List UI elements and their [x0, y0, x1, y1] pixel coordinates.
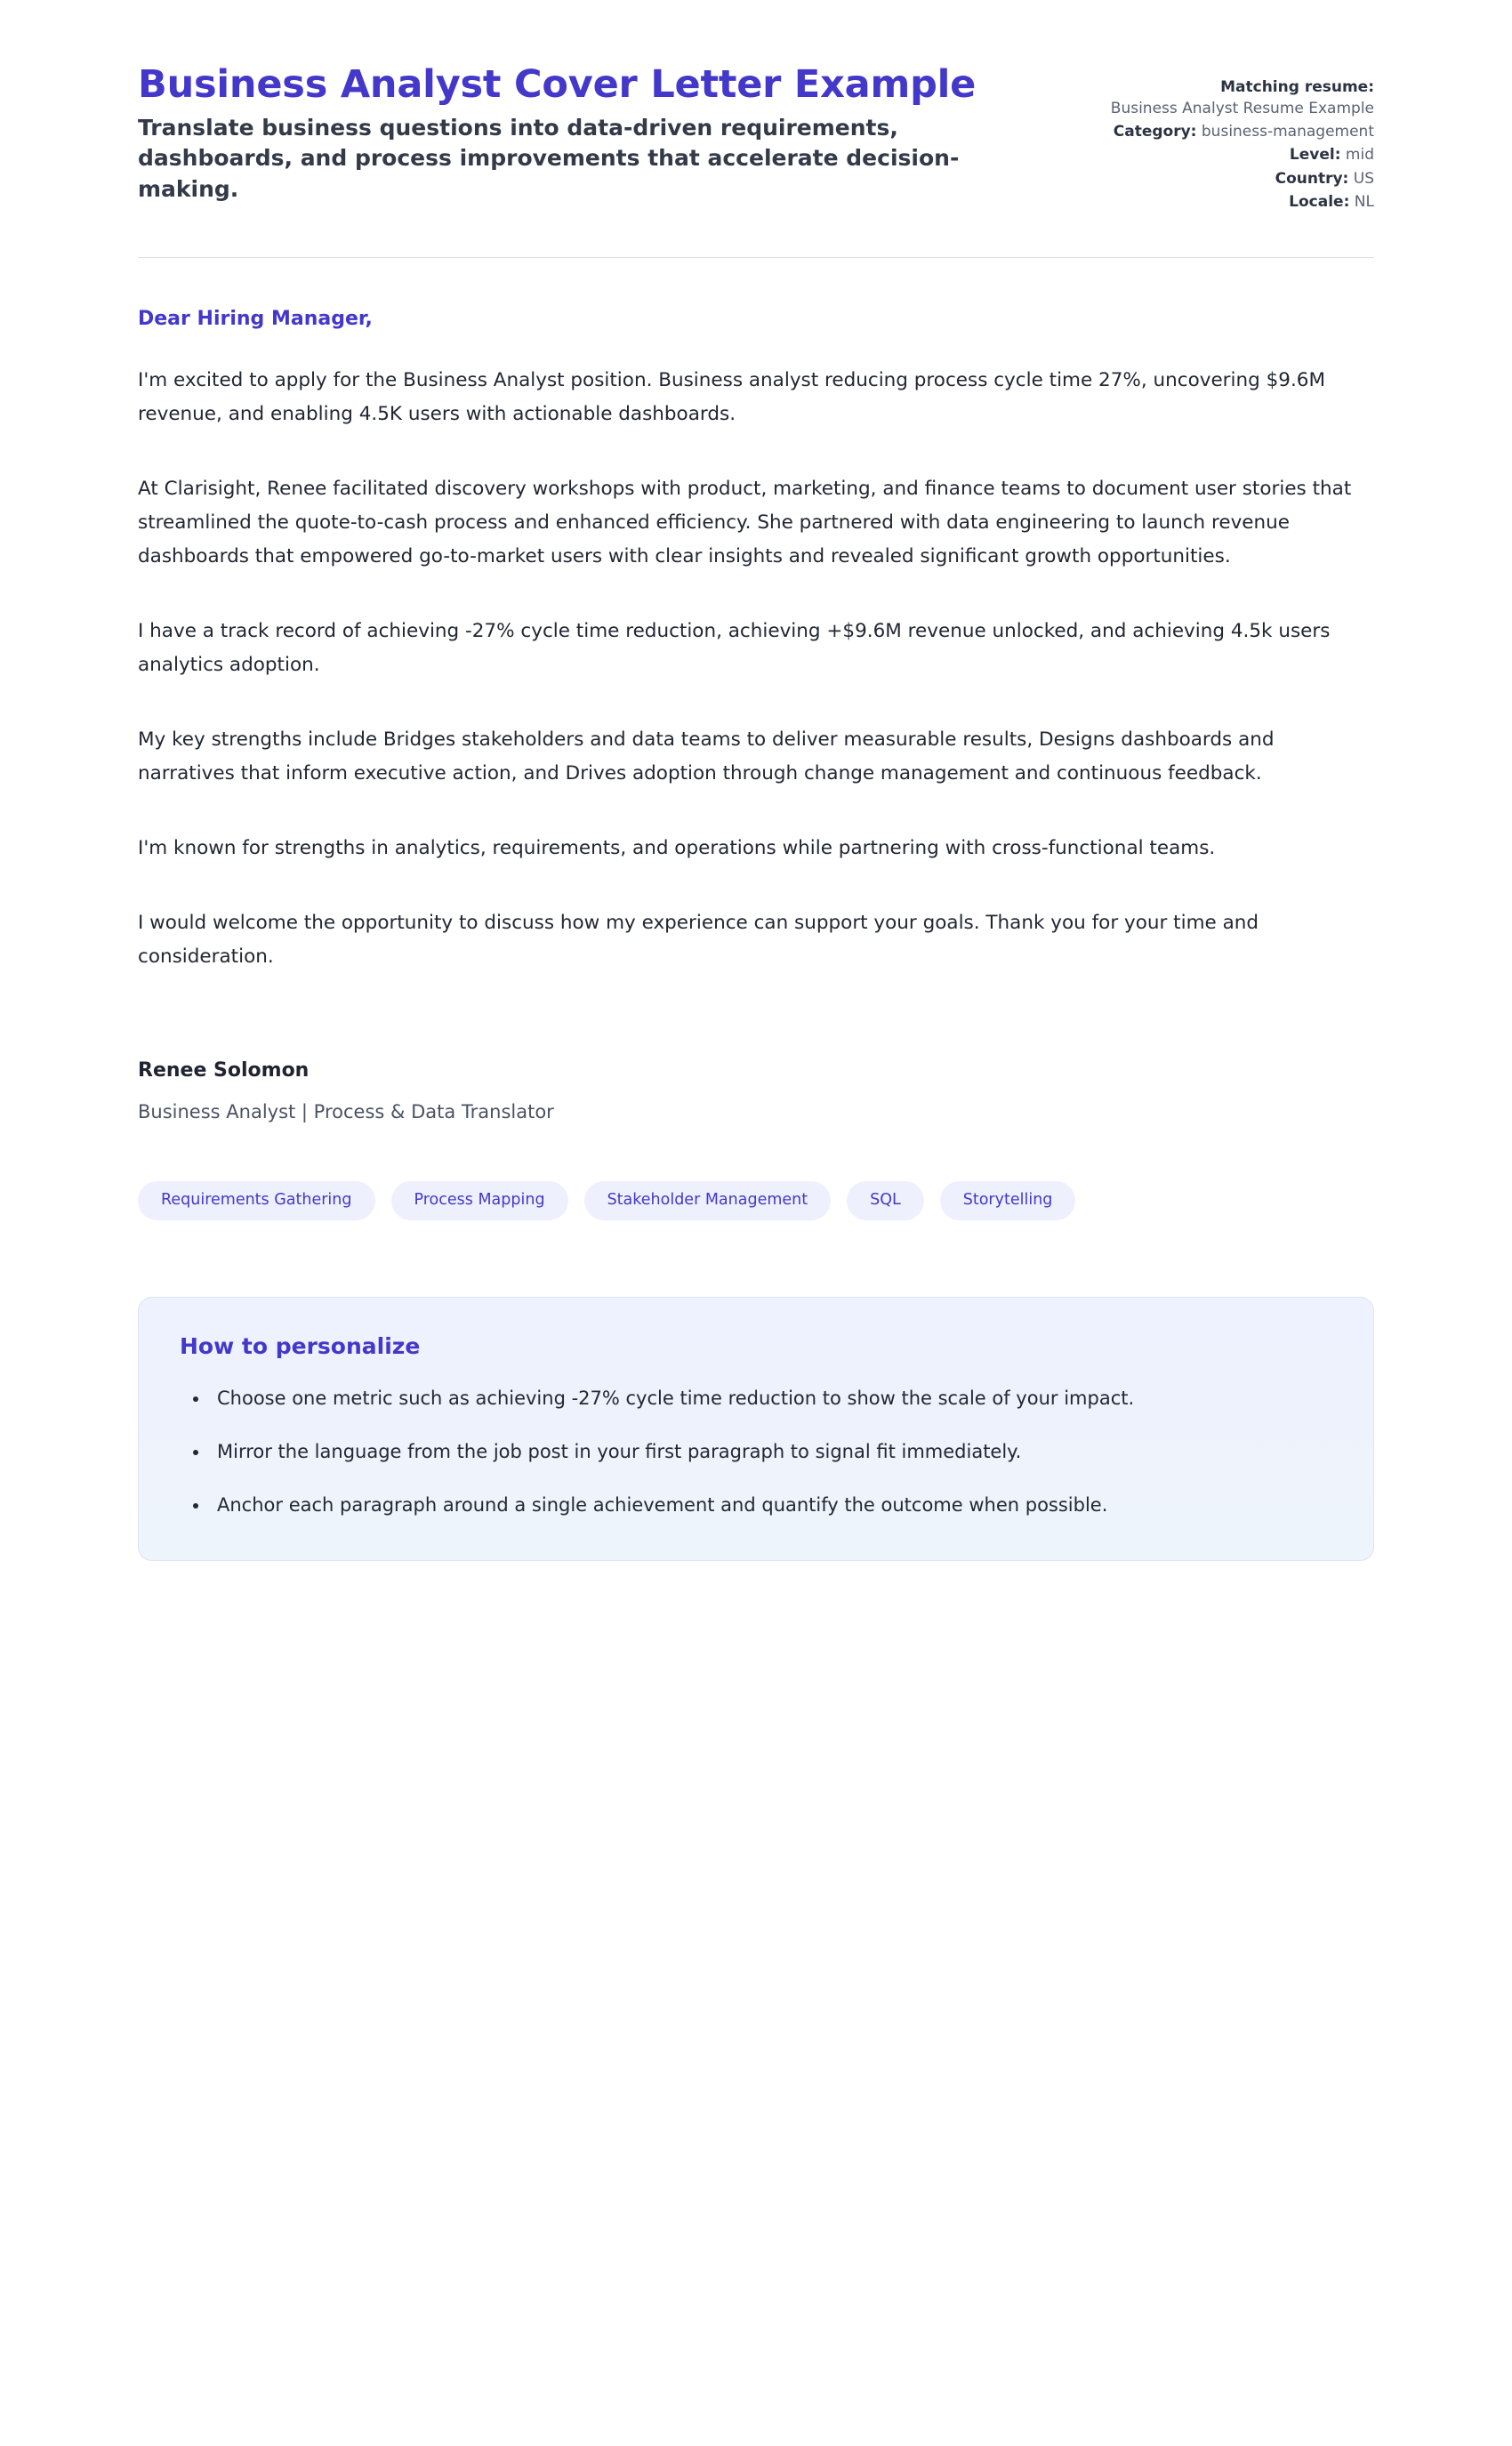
header-title-block: [138, 62, 1036, 205]
meta-category-value: business-management: [1201, 123, 1374, 141]
letter-body: [138, 258, 1374, 1123]
document-header: [138, 62, 1374, 214]
meta-category: [1107, 121, 1374, 142]
signature-role: Business Analyst | Process & Data Translator: [138, 1101, 554, 1123]
personalize-card: [138, 1297, 1374, 1561]
skill-tag[interactable]: Storytelling: [940, 1181, 1076, 1220]
letter-paragraph: At Clarisight, Renee facilitated discovery workshops with product, marketing, and finance teams to document user stories that streamlined the quote-to-cash process and enhanced efficiency. She partnered with data engineering to launch revenue dashboards that empowered go-to-market users with clear insights and revealed significant growth opportunities.: [138, 477, 1352, 567]
personalize-heading: How to personalize: [180, 1332, 421, 1359]
meta-level-value: mid: [1345, 146, 1374, 165]
meta-matching-resume-value: Business Analyst Resume Example: [1110, 100, 1374, 118]
page-subtitle: Translate business questions into data-driven requirements, dashboards, and process improvements that accelerate decision-making.: [138, 114, 960, 202]
meta-locale-value: NL: [1354, 192, 1374, 211]
list-item: • Choose one metric such as achieving -27% cycle time reduction to show the scale of your impact.: [210, 1382, 1332, 1414]
letter-salutation: Dear Hiring Manager,: [138, 307, 373, 330]
meta-locale: [1107, 191, 1374, 213]
meta-level: [1107, 144, 1374, 165]
meta-country: [1107, 168, 1374, 189]
meta-country-label: Country:: [1275, 169, 1349, 188]
letter-paragraph: My key strengths include Bridges stakeholders and data teams to deliver measurable results, Designs dashboards and narratives that inform executive action, and Drives adoption through change management and continuous feedback.: [138, 728, 1275, 785]
letter-paragraph: I'm known for strengths in analytics, requirements, and operations while partnering with cross-functional teams.: [138, 837, 1216, 860]
skill-tag[interactable]: Process Mapping: [391, 1181, 568, 1220]
skill-tag-list: [138, 1181, 1374, 1220]
signature-name: Renee Solomon: [138, 1059, 310, 1082]
page-title: Business Analyst Cover Letter Example: [138, 62, 977, 107]
document-meta: [1107, 62, 1374, 214]
list-item: • Mirror the language from the job post in your first paragraph to signal fit immediately.: [210, 1436, 1332, 1468]
list-item: • Anchor each paragraph around a single achievement and quantify the outcome when possible.: [210, 1489, 1332, 1521]
skill-tag[interactable]: Stakeholder Management: [584, 1181, 832, 1220]
letter-paragraph: I have a track record of achieving -27% cycle time reduction, achieving +$9.6M revenue unlocked, and achieving 4.5k users analytics adoption.: [138, 619, 1331, 677]
meta-locale-label: Locale:: [1289, 192, 1350, 211]
meta-matching-resume-label: Matching resume:: [1220, 78, 1374, 96]
meta-country-value: US: [1353, 169, 1374, 188]
skill-tag[interactable]: SQL: [847, 1181, 924, 1220]
skill-tag[interactable]: Requirements Gathering: [138, 1181, 375, 1220]
meta-category-label: Category:: [1113, 123, 1197, 141]
personalize-list: [180, 1382, 1332, 1521]
signature-block: [138, 1059, 1374, 1122]
meta-level-label: Level:: [1289, 146, 1341, 165]
meta-matching-resume: [1107, 76, 1374, 119]
letter-paragraph: I would welcome the opportunity to discuss how my experience can support your goals. Thank you for your time and consideration.: [138, 912, 1259, 969]
letter-paragraph: I'm excited to apply for the Business Analyst position. Business analyst reducing process cycle time 27%, uncovering $9.6M revenue, and enabling 4.5K users with actionable dashboards.: [138, 368, 1326, 425]
